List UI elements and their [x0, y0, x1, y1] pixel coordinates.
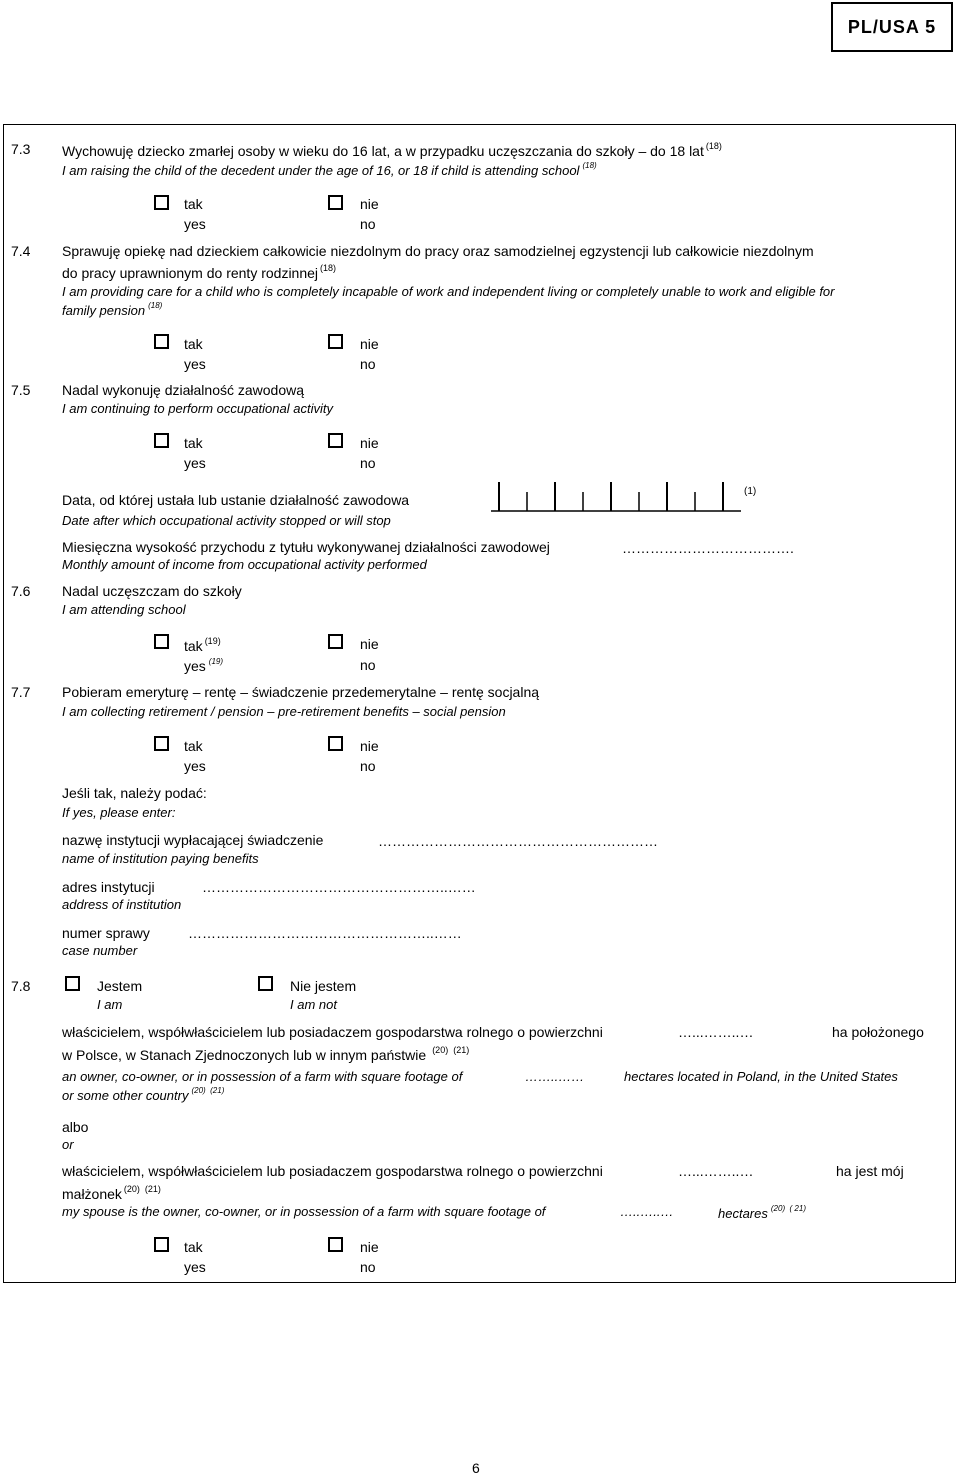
s74-text-pl-1: Sprawuję opiekę nad dzieckiem całkowicie niezdolnym do pracy oraz samodzielnej egzystencji lub całkowicie niezdolnym — [62, 243, 814, 259]
s78-owner-en-c: or some other country $^{(20) (21)}$ — [62, 1086, 225, 1103]
s77-case-label-pl: numer sprawy — [62, 925, 150, 941]
s75-text-pl: Nadal wykonuję działalność zawodową — [62, 382, 305, 398]
s75-date-ref: (1) — [744, 486, 757, 497]
s78-iam-checkbox[interactable] — [65, 976, 80, 991]
s76-no-label-en: no — [360, 657, 376, 673]
s78-owner-en-b: hectares located in Poland, in the United States — [624, 1069, 898, 1084]
s73-no-label: nie — [360, 196, 379, 212]
s77-address-field[interactable]: ……………………………………………..…… — [202, 879, 476, 895]
s78-spouse-pl-b: ha jest mój — [836, 1163, 904, 1179]
s77-no-label-en: no — [360, 758, 376, 774]
section-number: 7.6 — [11, 583, 31, 599]
s77-if-yes-pl: Jeśli tak, należy podać: — [62, 785, 207, 801]
s78-owner-area-field[interactable]: …...……..… — [678, 1024, 754, 1040]
s73-no-label-en: no — [360, 216, 376, 232]
s78-spouse-pl-a: właścicielem, współwłaścicielem lub posiadaczem gospodarstwa rolnego o powierzchni — [62, 1163, 603, 1179]
s74-no-label: nie — [360, 336, 379, 352]
s75-income-label-en: Monthly amount of income from occupational activity performed — [62, 557, 427, 572]
form-code-box — [831, 2, 953, 52]
s75-no-label-en: no — [360, 455, 376, 471]
s78-no-label: nie — [360, 1239, 379, 1255]
s74-text-en-2: family pension $^{(18)}$ — [62, 301, 163, 318]
s75-yes-label: tak — [184, 435, 203, 451]
s76-text-en: I am attending school — [62, 602, 186, 617]
s78-iamnot-label-en: I am not — [290, 997, 337, 1012]
s78-spouse-en-area: …..…..… — [620, 1204, 674, 1219]
s78-spouse-en-a: my spouse is the owner, co-owner, or in possession of a farm with square footage of — [62, 1204, 546, 1219]
s77-institution-field[interactable]: …………………………………………………… — [378, 833, 658, 849]
s77-if-yes-en: If yes, please enter: — [62, 805, 176, 820]
s75-income-label-pl: Miesięczna wysokość przychodu z tytułu wykonywanej działalności zawodowej — [62, 539, 550, 555]
s77-institution-label-en: name of institution paying benefits — [62, 851, 259, 866]
s74-text-pl-2: do pracy uprawnionym do renty rodzinnej $^{(18)}$ — [62, 263, 337, 281]
s78-iamnot-checkbox[interactable] — [258, 976, 273, 991]
s77-case-label-en: case number — [62, 943, 138, 958]
s75-date-label-pl: Data, od której ustała lub ustanie działalność zawodowa — [62, 492, 410, 508]
s74-yes-checkbox[interactable] — [154, 334, 169, 349]
s78-iamnot-label: Nie jestem — [290, 978, 357, 994]
s73-yes-label-en: yes — [184, 216, 206, 232]
s74-no-checkbox[interactable] — [328, 334, 343, 349]
s77-no-label: nie — [360, 738, 379, 754]
s77-institution-label-pl: nazwę instytucji wypłacającej świadczenie — [62, 832, 324, 848]
s76-no-label: nie — [360, 636, 379, 652]
s74-yes-label: tak — [184, 336, 203, 352]
s75-income-field[interactable]: ………………………………. — [622, 540, 794, 556]
s73-yes-label: tak — [184, 196, 203, 212]
s75-text-en: I am continuing to perform occupational activity — [62, 401, 333, 416]
s78-spouse-en-b: hectares $^{(20) ( 21)}$ — [718, 1204, 806, 1221]
s77-text-en: I am collecting retirement / pension – pre-retirement benefits – social pension — [62, 704, 506, 719]
section-number: 7.8 — [11, 978, 31, 994]
s78-yes-label-en: yes — [184, 1259, 206, 1275]
s78-yes-checkbox[interactable] — [154, 1237, 169, 1252]
s77-text-pl: Pobieram emeryturę – rentę – świadczenie przedemerytalne – rentę socjalną — [62, 684, 540, 700]
s76-yes-checkbox[interactable] — [154, 634, 169, 649]
s78-or-en: or — [62, 1137, 74, 1152]
section-number: 7.5 — [11, 382, 31, 398]
s78-no-checkbox[interactable] — [328, 1237, 343, 1252]
s73-no-checkbox[interactable] — [328, 195, 343, 210]
s78-iam-label: Jestem — [97, 978, 143, 994]
s76-no-checkbox[interactable] — [328, 634, 343, 649]
s74-yes-label-en: yes — [184, 356, 206, 372]
section-number: 7.4 — [11, 243, 31, 259]
s78-owner-en-a: an owner, co-owner, or in possession of a farm with square footage of — [62, 1069, 463, 1084]
s74-no-label-en: no — [360, 356, 376, 372]
s75-yes-checkbox[interactable] — [154, 433, 169, 448]
section-number: 7.3 — [11, 141, 31, 157]
s78-owner-en-area: ……..…… — [525, 1069, 585, 1084]
s78-spouse-pl-c: małżonek $^{(20) (21)}$ — [62, 1184, 161, 1202]
date-input-comb[interactable] — [491, 480, 741, 514]
s78-or-pl: albo — [62, 1119, 89, 1135]
page-number: 6 — [472, 1460, 480, 1476]
section-number: 7.7 — [11, 684, 31, 700]
s73-text-en: I am raising the child of the decedent under the age of 16, or 18 if child is attending school $^{(18)}$ — [62, 161, 597, 178]
s76-yes-label-en: yes $^{(19)}$ — [184, 657, 224, 674]
s74-text-en-1: I am providing care for a child who is completely incapable of work and independent living or completely unable to work and eligible for — [62, 284, 835, 299]
s76-yes-label: tak $^{(19)}$ — [184, 636, 221, 654]
s77-yes-label: tak — [184, 738, 203, 754]
s78-yes-label: tak — [184, 1239, 203, 1255]
s78-spouse-area-field[interactable]: …...……..… — [678, 1163, 754, 1179]
s75-no-label: nie — [360, 435, 379, 451]
s77-yes-checkbox[interactable] — [154, 736, 169, 751]
s78-owner-pl-b: ha położonego — [832, 1024, 924, 1040]
s75-yes-label-en: yes — [184, 455, 206, 471]
s78-iam-label-en: I am — [97, 997, 123, 1012]
s73-yes-checkbox[interactable] — [154, 195, 169, 210]
s75-date-label-en: Date after which occupational activity stopped or will stop — [62, 513, 391, 528]
s77-address-label-pl: adres instytucji — [62, 879, 155, 895]
s78-owner-pl-c: w Polsce, w Stanach Zjednoczonych lub w innym państwie $^{(20) (21)}$ — [62, 1045, 470, 1063]
s77-case-field[interactable]: ……………………………………………..…… — [188, 925, 462, 941]
form-code: PL/USA 5 — [847, 16, 937, 37]
s76-text-pl: Nadal uczęszczam do szkoły — [62, 583, 242, 599]
s78-no-label-en: no — [360, 1259, 376, 1275]
s77-no-checkbox[interactable] — [328, 736, 343, 751]
s75-no-checkbox[interactable] — [328, 433, 343, 448]
s77-address-label-en: address of institution — [62, 897, 182, 912]
s77-yes-label-en: yes — [184, 758, 206, 774]
s78-owner-pl-a: właścicielem, współwłaścicielem lub posiadaczem gospodarstwa rolnego o powierzchni — [62, 1024, 603, 1040]
s73-text-pl: Wychowuję dziecko zmarłej osoby w wieku do 16 lat, a w przypadku uczęszczania do szkoły – do 18 lat $^{(18)}$ — [62, 141, 722, 159]
